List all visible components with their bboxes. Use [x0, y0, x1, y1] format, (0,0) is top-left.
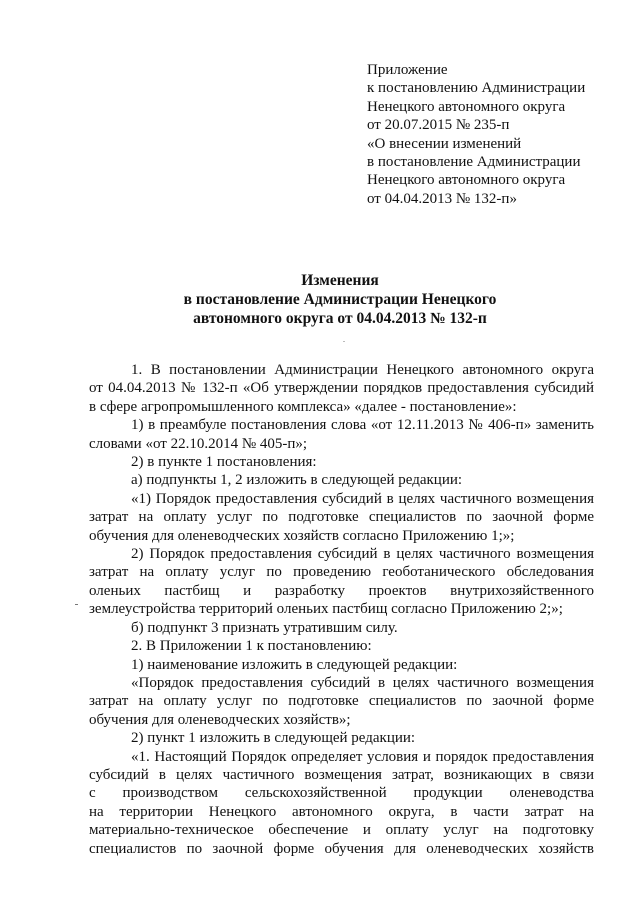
margin-mark: [75, 604, 78, 605]
appendix-line: от 04.04.2013 № 132-п»: [367, 190, 517, 207]
appendix-block: [367, 61, 629, 208]
body-line: затрат на оплату услуг по проведению геоботанического обследования: [89, 564, 594, 581]
body-line: субсидий в целях частичного возмещения затрат, возникающих в связи: [89, 766, 594, 783]
appendix-line: Приложение: [367, 62, 448, 78]
body-line: 2. В Приложении 1 к постановлению:: [131, 638, 372, 655]
body-line: землеустройства территорий оленьих пастбищ согласно Приложению 2;»;: [89, 601, 563, 618]
body-line: «1) Порядок предоставления субсидий в целях частичного возмещения: [131, 490, 594, 507]
body-line: оленьих пастбищ и разработку проектов внутрихозяйственного: [89, 582, 594, 599]
body-line: 2) Порядок предоставления субсидий в целях частичного возмещения: [131, 546, 594, 563]
body-line: затрат на оплату услуг по подготовке специалистов по заочной форме: [89, 693, 594, 710]
appendix-line: в постановление Администрации: [367, 154, 581, 171]
title-line: автономного округа от 04.04.2013 № 132-п: [193, 310, 487, 327]
body-line: а) подпункты 1, 2 изложить в следующей редакции:: [131, 472, 463, 489]
body-line: на территории Ненецкого автономного округа, в части затрат на: [89, 803, 594, 820]
body-line: специалистов по заочной форме обучения для оленеводческих хозяйств: [89, 840, 594, 857]
appendix-line: «О внесении изменений: [367, 135, 522, 152]
body-line: 2) в пункте 1 постановления:: [131, 454, 317, 471]
appendix-line: Ненецкого автономного округа: [367, 98, 566, 115]
appendix-line: Ненецкого автономного округа: [367, 172, 566, 189]
document-body: [89, 361, 594, 858]
body-line: затрат на оплату услуг по подготовке специалистов по заочной форме: [89, 509, 594, 526]
title-line: в постановление Администрации Ненецкого: [183, 291, 497, 308]
scan-speck: [343, 341, 345, 342]
body-line: 2) пункт 1 изложить в следующей редакции:: [131, 730, 416, 747]
body-line: «1. Настоящий Порядок определяет условия и порядок предоставления: [131, 748, 594, 765]
body-line: словами «от 22.10.2014 № 405-п»;: [89, 435, 308, 452]
body-line: обучения для оленеводческих хозяйств согласно Приложению 1;»;: [89, 527, 515, 544]
body-line: материально-техническое обеспечение и оплату услуг на подготовку: [89, 822, 594, 839]
body-line: 1) наименование изложить в следующей редакции:: [131, 656, 458, 673]
appendix-line: к постановлению Администрации: [367, 80, 586, 97]
body-line: с производством сельскохозяйственной продукции оленеводства: [89, 785, 594, 802]
body-line: б) подпункт 3 признать утратившим силу.: [131, 619, 398, 636]
body-line: в сфере агропромышленного комплекса» «далее - постановление»:: [89, 398, 517, 415]
appendix-line: от 20.07.2015 № 235-п: [367, 117, 510, 134]
document-title: [80, 271, 600, 328]
title-line: Изменения: [301, 272, 379, 289]
body-line: «Порядок предоставления субсидий в целях частичного возмещения: [131, 674, 594, 691]
body-line: 1. В постановлении Администрации Ненецкого автономного округа: [131, 362, 594, 378]
body-line: 1) в преамбуле постановления слова «от 12.11.2013 № 406-п» заменить: [131, 417, 594, 434]
body-line: от 04.04.2013 № 132-п «Об утверждении порядков предоставления субсидий: [89, 380, 594, 397]
body-line: обучения для оленеводческих хозяйств»;: [89, 711, 351, 728]
